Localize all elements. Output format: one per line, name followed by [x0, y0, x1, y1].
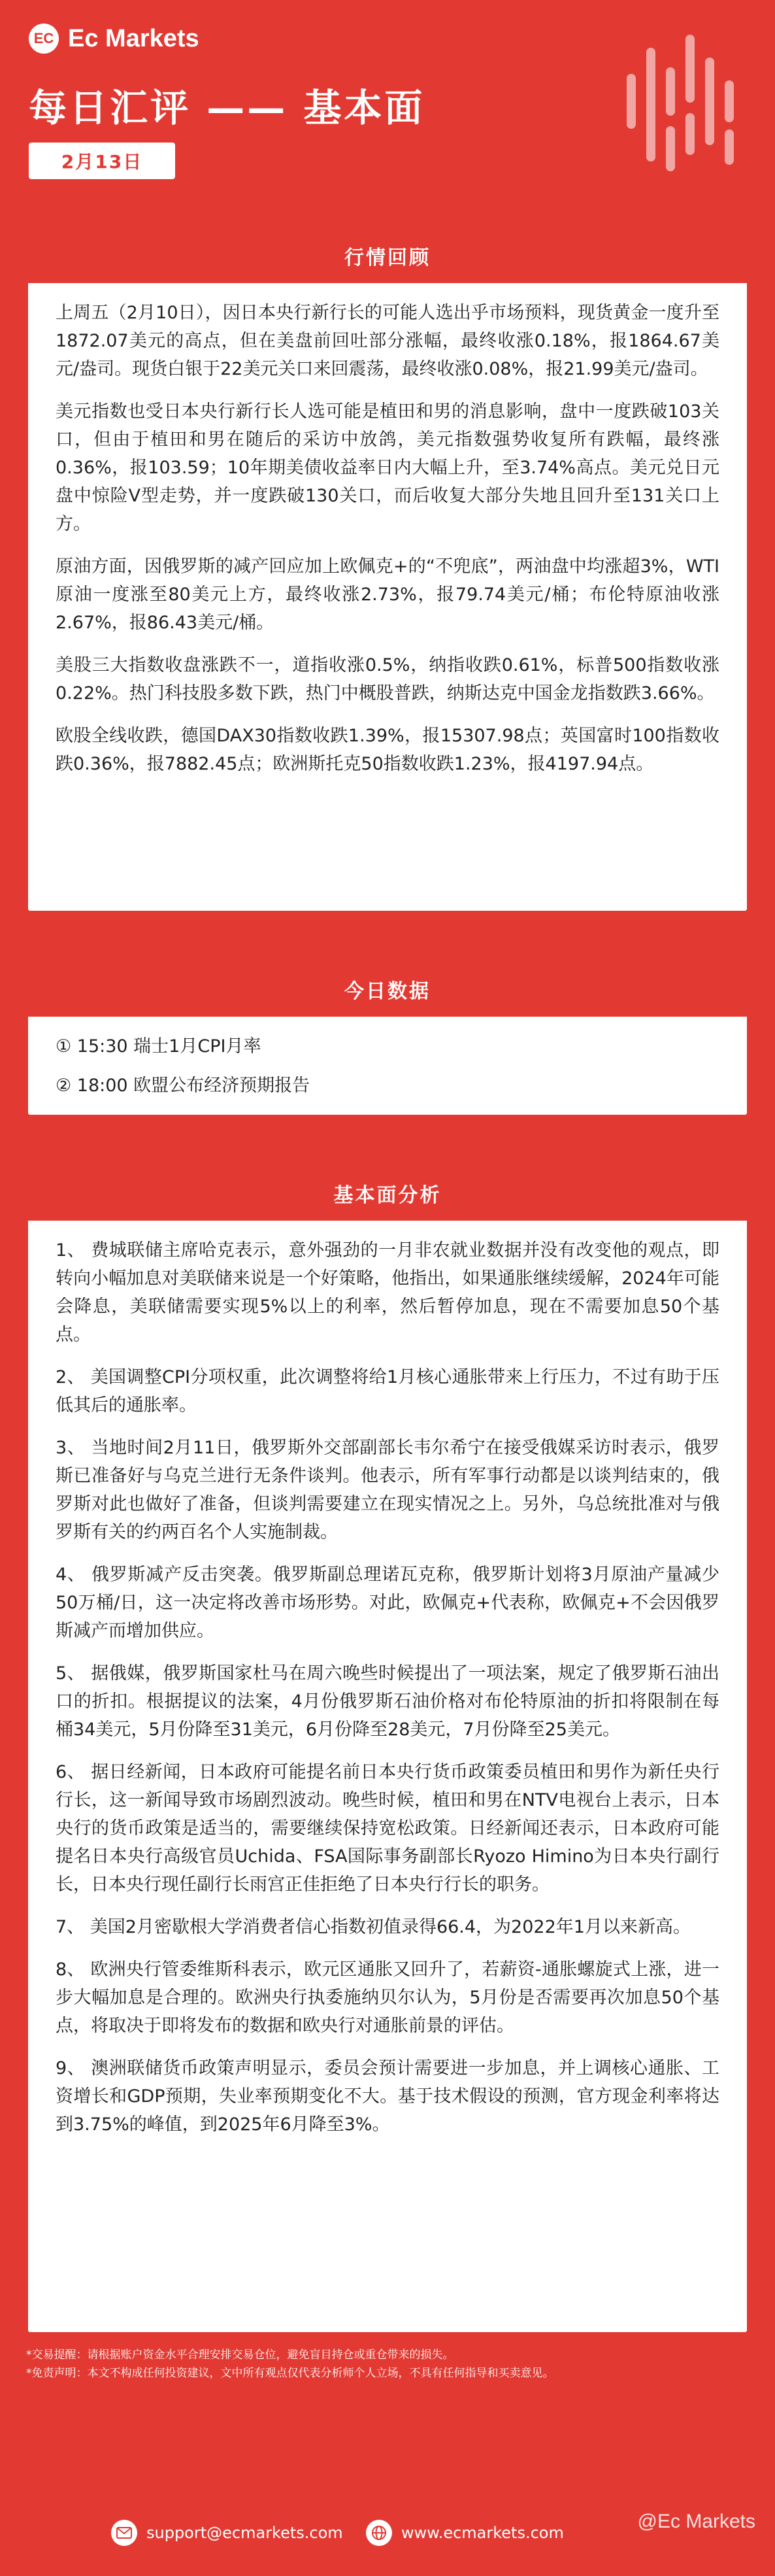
- fundamentals-paragraph: 2、 美国调整CPI分项权重，此次调整将给1月核心通胀带来上行压力，不过有助于压低其后的通胀率。: [56, 1367, 719, 1415]
- fundamentals-paragraph: 1、 费城联储主席哈克表示，意外强劲的一月非农就业数据并没有改变他的观点，即转向小幅加息对美联储来说是一个好策略，他指出，如果通胀继续缓解，2024年可能会降息，美联储需要实现5%以上的利率，然后暂停加息，现在不需要加息50个基点。: [56, 1240, 719, 1345]
- event-item: ② 18:00 欧盟公布经济预期报告: [56, 1076, 310, 1096]
- fundamentals-paragraph: 9、 澳洲联储货币政策声明显示，委员会预计需要进一步加息，并上调核心通胀、工资增长和GDP预期，失业率预期变化不大。基于技术假设的预测，官方现金利率将达到3.75%的峰值，到2025年6月降至3%。: [56, 2058, 719, 2135]
- decorative-bars-icon: [618, 26, 749, 177]
- watermark: @Ec Markets: [637, 2511, 755, 2532]
- market-review-paragraph: 美股三大指数收盘涨跌不一，道指收涨0.5%，纳指收跌0.61%，标普500指数收涨0.22%。热门科技股多数下跌，热门中概股普跌，纳斯达克中国金龙指数跌3.66%。: [56, 655, 719, 703]
- fundamentals-paragraph: 5、 据俄媒，俄罗斯国家杜马在周六晚些时候提出了一项法案，规定了俄罗斯石油出口的折扣。根据提议的法案，4月份俄罗斯石油价格对布伦特原油的折扣将限制在每桶34美元，5月份降至31美元，6月份降至28美元，7月份降至25美元。: [56, 1663, 719, 1740]
- email-text[interactable]: support@ecmarkets.com: [146, 2524, 343, 2542]
- fundamentals-card: [26, 1164, 749, 2334]
- footer-email[interactable]: [111, 2520, 343, 2546]
- date-badge: 2月13日: [29, 143, 175, 179]
- mail-icon: [111, 2520, 137, 2546]
- footer-website[interactable]: [366, 2520, 564, 2546]
- today-data-card: [26, 960, 749, 1117]
- globe-icon: [366, 2520, 392, 2546]
- trade-reminder: *交易提醒：请根据账户资金水平合理安排交易仓位，避免盲目持仓或重仓带来的损失。: [26, 2348, 454, 2362]
- fundamentals-paragraph: 4、 俄罗斯减产反击突袭。俄罗斯副总理诺瓦克称，俄罗斯计划将3月原油产量减少50万桶/日，这一决定将改善市场形势。对此，欧佩克+代表称，欧佩克+不会因俄罗斯减产而增加供应。: [56, 1565, 719, 1641]
- market-review-card: [26, 226, 749, 913]
- fundamentals-paragraph: 6、 据日经新闻，日本政府可能提名前日本央行货币政策委员植田和男作为新任央行行长，这一新闻导致市场剧烈波动。晚些时候，植田和男在NTV电视台上表示，日本央行的货币政策是适当的，需要继续保持宽松政策。日经新闻还表示，日本政府可能提名日本央行高级官员Uchida、FSA国际事务副部长Ryozo Himino为日本央行副行长，日本央行现任副行长雨宫正佳拒绝了日本央行行长的职务。: [56, 1762, 719, 1895]
- market-review-paragraph: 原油方面，因俄罗斯的减产回应加上欧佩克+的“不兜底”，两油盘中均涨超3%，WTI原油一度涨至80美元上方，最终收涨2.73%，报79.74美元/桶；布伦特原油收涨2.67%，报86.43美元/桶。: [56, 556, 719, 633]
- brand-logo: [29, 24, 199, 54]
- disclaimer-text: *免责声明：本文不构成任何投资建议，文中所有观点仅代表分析师个人立场，不具有任何指导和买卖意见。: [26, 2367, 554, 2380]
- website-text[interactable]: www.ecmarkets.com: [401, 2524, 564, 2542]
- fundamentals-paragraph: 3、 当地时间2月11日，俄罗斯外交部副部长韦尔希宁在接受俄媒采访时表示，俄罗斯已准备好与乌克兰进行无条件谈判。他表示，所有军事行动都是以谈判结束的，俄罗斯对此也做好了准备，但谈判需要建立在现实情况之上。另外，乌总统批准对与俄罗斯有关的约两百名个人实施制裁。: [56, 1438, 719, 1542]
- page-title: 每日汇评 —— 基本面: [29, 86, 425, 130]
- ec-logo-icon: EC: [29, 24, 59, 54]
- market-review-paragraph: 美元指数也受日本央行新行长人选可能是植田和男的消息影响，盘中一度跌破103关口，但由于植田和男在随后的采访中放鸽，美元指数强势收复所有跌幅，最终涨0.36%，报103.59；10年期美债收益率日内大幅上升，至3.74%高点。美元兑日元盘中惊险V型走势，并一度跌破130关口，而后收复大部分失地且回升至131关口上方。: [56, 401, 719, 534]
- disclaimer: [26, 2346, 749, 2382]
- fundamentals-title: 基本面分析: [28, 1166, 747, 1221]
- market-review-title: 行情回顾: [28, 228, 747, 283]
- footer: [0, 2491, 775, 2576]
- today-data-title: 今日数据: [28, 962, 747, 1017]
- market-review-paragraph: 上周五（2月10日），因日本央行新行长的可能人选出乎市场预料，现货黄金一度升至1872.07美元的高点，但在美盘前回吐部分涨幅，最终收涨0.18%，报1864.67美元/盎司。现货白银于22美元关口来回震荡，最终收涨0.08%，报21.99美元/盎司。: [56, 303, 719, 379]
- market-review-paragraph: 欧股全线收跌，德国DAX30指数收跌1.39%，报15307.98点；英国富时100指数收跌0.36%，报7882.45点；欧洲斯托克50指数收跌1.23%，报4197.94点。: [56, 726, 719, 774]
- header: [0, 0, 775, 203]
- event-item: ① 15:30 瑞士1月CPI月率: [56, 1036, 261, 1057]
- fundamentals-paragraph: 8、 欧洲央行管委维斯科表示，欧元区通胀又回升了，若薪资-通胀螺旋式上涨，进一步大幅加息是合理的。欧洲央行执委施纳贝尔认为，5月份是否需要再次加息50个基点，将取决于即将发布的数据和欧央行对通胀前景的评估。: [56, 1959, 719, 2036]
- fundamentals-paragraph: 7、 美国2月密歇根大学消费者信心指数初值录得66.4，为2022年1月以来新高。: [56, 1917, 691, 1937]
- brand-name: Ec Markets: [68, 24, 199, 52]
